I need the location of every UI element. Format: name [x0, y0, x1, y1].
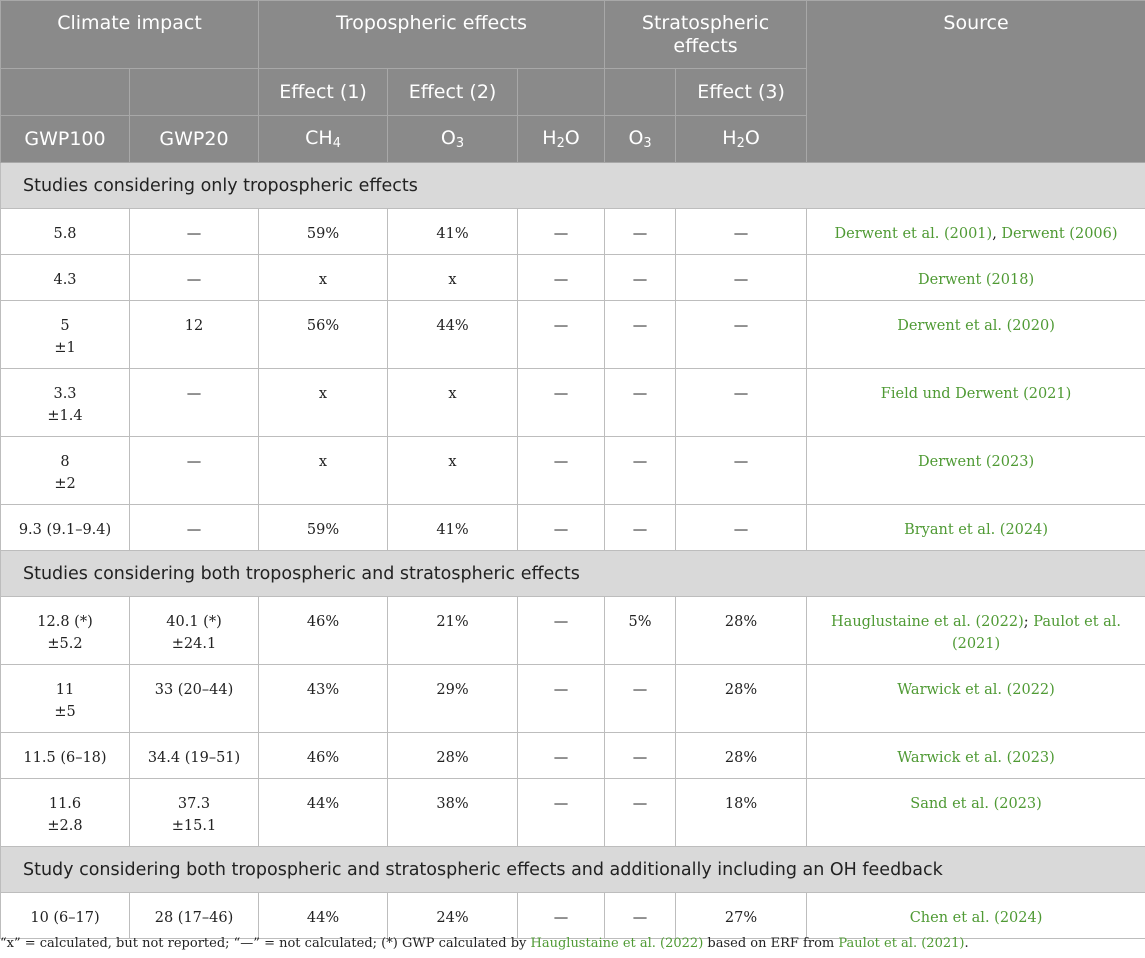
table-row	[1, 779, 1145, 847]
gwp100-cell	[1, 437, 130, 505]
stratospheric-o3-cell: —	[605, 369, 676, 437]
tropospheric-effects-header: Tropospheric effects	[259, 1, 605, 69]
stratospheric-effects-header: Stratospheric effects	[605, 1, 807, 69]
gwp20-cell-value: 12	[184, 318, 204, 334]
footnote-link-paulot[interactable]: Paulot et al. (2021)	[838, 936, 965, 951]
gwp100-cell	[1, 369, 130, 437]
gwp20-cell-uncertainty: ±15.1	[171, 818, 217, 834]
empty-header-cell	[518, 69, 605, 116]
source-cell	[807, 255, 1145, 301]
tropospheric-o3-header: $O_3$	[388, 116, 518, 163]
gwp100-cell-value: 4.3	[53, 272, 77, 288]
table-header	[1, 1, 1145, 163]
tropospheric-h2o-cell: —	[518, 597, 605, 665]
table-row	[1, 505, 1145, 551]
source-separator: ,	[992, 226, 1002, 242]
source-link[interactable]: Paulot et al. (2021)	[951, 614, 1122, 652]
gwp100-cell	[1, 665, 130, 733]
ch4-cell: 56%	[259, 301, 388, 369]
gwp100-cell-uncertainty: ±1.4	[47, 408, 83, 424]
stratospheric-o3-cell: —	[605, 733, 676, 779]
ch4-cell: x	[259, 255, 388, 301]
effect-1-header: Effect (1)	[259, 69, 388, 116]
gwp100-cell	[1, 255, 130, 301]
gwp20-cell	[130, 733, 259, 779]
table-row	[1, 893, 1145, 939]
table-row	[1, 733, 1145, 779]
stratospheric-h2o-cell: —	[676, 209, 807, 255]
gwp100-cell-value: 5.8	[53, 226, 77, 242]
stratospheric-h2o-cell: 28%	[676, 665, 807, 733]
stratospheric-o3-cell: —	[605, 505, 676, 551]
tropospheric-o3-cell: x	[388, 255, 518, 301]
climate-impact-header: Climate impact	[1, 1, 259, 69]
section-title: Studies considering only tropospheric effects	[1, 163, 1145, 209]
source-link[interactable]: Hauglustaine et al. (2022)	[831, 614, 1024, 630]
gwp100-cell-value: 11.6	[48, 796, 82, 812]
gwp100-cell-uncertainty: ±5	[54, 704, 76, 720]
gwp20-cell	[130, 665, 259, 733]
tropospheric-o3-cell: 38%	[388, 779, 518, 847]
stratospheric-o3-cell: 5%	[605, 597, 676, 665]
source-link[interactable]: Warwick et al. (2022)	[897, 682, 1055, 698]
stratospheric-h2o-cell: —	[676, 255, 807, 301]
tropospheric-o3-cell: x	[388, 437, 518, 505]
table-footnote: “x” = calculated, but not reported; “—” = not calculated; (*) GWP calculated by Hauglustaine et al. (2022) based on ERF from Paulot et al. (2021).	[0, 936, 969, 951]
gwp100-cell-value: 3.3	[53, 386, 77, 402]
tropospheric-h2o-cell: —	[518, 437, 605, 505]
gwp100-cell	[1, 893, 130, 939]
table-body	[1, 163, 1145, 939]
table-row	[1, 437, 1145, 505]
source-link[interactable]: Derwent et al. (2020)	[897, 318, 1055, 334]
source-separator: ;	[1023, 614, 1034, 630]
table-row	[1, 301, 1145, 369]
gwp20-cell	[130, 255, 259, 301]
table-row	[1, 255, 1145, 301]
gwp20-cell-value: 33 (20–44)	[154, 682, 234, 698]
tropospheric-o3-cell: 24%	[388, 893, 518, 939]
gwp20-cell-value: 34.4 (19–51)	[147, 750, 241, 766]
gwp20-cell-value: 40.1 (*)	[166, 614, 222, 630]
tropospheric-o3-cell: 29%	[388, 665, 518, 733]
stratospheric-h2o-cell: —	[676, 505, 807, 551]
source-header: Source	[807, 1, 1145, 163]
source-link[interactable]: Chen et al. (2024)	[909, 910, 1043, 926]
gwp20-cell-value: —	[186, 272, 202, 288]
stratospheric-o3-cell: —	[605, 437, 676, 505]
table-row	[1, 369, 1145, 437]
gwp20-cell-value: —	[186, 386, 202, 402]
source-link[interactable]: Derwent et al. (2001)	[834, 226, 993, 242]
gwp100-cell	[1, 209, 130, 255]
ch4-cell: 46%	[259, 733, 388, 779]
gwp100-cell	[1, 597, 130, 665]
ch4-cell: 44%	[259, 893, 388, 939]
tropospheric-h2o-cell: —	[518, 779, 605, 847]
source-link[interactable]: Field und Derwent (2021)	[880, 386, 1072, 402]
gwp100-cell-value: 5	[60, 318, 70, 334]
tropospheric-h2o-cell: —	[518, 505, 605, 551]
gwp20-cell	[130, 209, 259, 255]
section-row	[1, 551, 1145, 597]
stratospheric-o3-header: $O_3$	[605, 116, 676, 163]
source-link[interactable]: Warwick et al. (2023)	[897, 750, 1055, 766]
stratospheric-h2o-header: $H_2O$	[676, 116, 807, 163]
tropospheric-o3-cell: 21%	[388, 597, 518, 665]
source-cell	[807, 665, 1145, 733]
tropospheric-h2o-cell: —	[518, 893, 605, 939]
tropospheric-h2o-cell: —	[518, 369, 605, 437]
tropospheric-h2o-cell: —	[518, 733, 605, 779]
stratospheric-h2o-cell: —	[676, 437, 807, 505]
gwp20-cell-value: —	[186, 454, 202, 470]
tropospheric-o3-cell: 41%	[388, 505, 518, 551]
source-cell	[807, 733, 1145, 779]
source-link[interactable]: Derwent (2018)	[917, 272, 1035, 288]
stratospheric-h2o-cell: 18%	[676, 779, 807, 847]
tropospheric-o3-cell: 44%	[388, 301, 518, 369]
tropospheric-h2o-cell: —	[518, 301, 605, 369]
source-cell	[807, 597, 1145, 665]
source-cell	[807, 209, 1145, 255]
gwp100-cell-value: 10 (6–17)	[30, 910, 100, 926]
gwp100-cell	[1, 733, 130, 779]
gwp20-cell-uncertainty: ±24.1	[171, 636, 217, 652]
empty-header-cell	[130, 69, 259, 116]
stratospheric-o3-cell: —	[605, 209, 676, 255]
gwp100-header: GWP100	[1, 116, 130, 163]
ch4-cell: 43%	[259, 665, 388, 733]
stratospheric-h2o-cell: —	[676, 369, 807, 437]
stratospheric-o3-cell: —	[605, 893, 676, 939]
gwp20-cell	[130, 893, 259, 939]
ch4-cell: 44%	[259, 779, 388, 847]
section-title: Study considering both tropospheric and stratospheric effects and additionally including an OH feedback	[1, 847, 1145, 893]
stratospheric-o3-cell: —	[605, 665, 676, 733]
tropospheric-o3-cell: x	[388, 369, 518, 437]
source-cell	[807, 369, 1145, 437]
empty-header-cell	[605, 69, 676, 116]
gwp100-cell-uncertainty: ±2	[54, 476, 76, 492]
ch4-cell: x	[259, 369, 388, 437]
ch4-cell: 59%	[259, 209, 388, 255]
gwp20-cell	[130, 597, 259, 665]
stratospheric-h2o-cell: 28%	[676, 733, 807, 779]
gwp20-cell-value: —	[186, 522, 202, 538]
gwp100-cell	[1, 505, 130, 551]
section-title: Studies considering both tropospheric and stratospheric effects	[1, 551, 1145, 597]
gwp20-cell-value: 37.3	[177, 796, 211, 812]
footnote-link-hauglustaine[interactable]: Hauglustaine et al. (2022)	[530, 936, 704, 951]
gwp20-cell	[130, 505, 259, 551]
gwp100-cell-value: 12.8 (*)	[37, 614, 93, 630]
empty-header-cell	[1, 69, 130, 116]
gwp20-cell	[130, 301, 259, 369]
ch4-header: $CH_4$	[259, 116, 388, 163]
tropospheric-o3-cell: 41%	[388, 209, 518, 255]
gwp100-cell-value: 9.3 (9.1–9.4)	[18, 522, 112, 538]
table-row	[1, 597, 1145, 665]
gwp20-cell	[130, 779, 259, 847]
ch4-cell: 46%	[259, 597, 388, 665]
effect-3-header: Effect (3)	[676, 69, 807, 116]
gwp100-cell-value: 8	[60, 454, 70, 470]
effect-2-header: Effect (2)	[388, 69, 518, 116]
ch4-cell: x	[259, 437, 388, 505]
gwp100-cell-value: 11.5 (6–18)	[23, 750, 107, 766]
source-cell	[807, 779, 1145, 847]
tropospheric-h2o-cell: —	[518, 255, 605, 301]
section-row	[1, 163, 1145, 209]
stratospheric-h2o-cell: 27%	[676, 893, 807, 939]
gwp100-cell-value: 11	[55, 682, 75, 698]
gwp20-cell	[130, 437, 259, 505]
gwp100-cell-uncertainty: ±2.8	[47, 818, 83, 834]
table-row	[1, 209, 1145, 255]
gwp20-cell	[130, 369, 259, 437]
gwp20-cell-value: —	[186, 226, 202, 242]
gwp20-header: GWP20	[130, 116, 259, 163]
tropospheric-h2o-cell: —	[518, 209, 605, 255]
table-row	[1, 665, 1145, 733]
source-link[interactable]: Bryant et al. (2024)	[904, 522, 1049, 538]
source-cell	[807, 893, 1145, 939]
stratospheric-h2o-cell: 28%	[676, 597, 807, 665]
stratospheric-o3-cell: —	[605, 301, 676, 369]
gwp100-cell	[1, 301, 130, 369]
source-link[interactable]: Sand et al. (2023)	[910, 796, 1042, 812]
tropospheric-h2o-cell: —	[518, 665, 605, 733]
gwp100-cell-uncertainty: ±5.2	[47, 636, 83, 652]
tropospheric-h2o-header: $H_2O$	[518, 116, 605, 163]
stratospheric-o3-cell: —	[605, 255, 676, 301]
tropospheric-o3-cell: 28%	[388, 733, 518, 779]
stratospheric-o3-cell: —	[605, 779, 676, 847]
gwp100-cell-uncertainty: ±1	[54, 340, 76, 356]
gwp100-cell	[1, 779, 130, 847]
source-cell	[807, 505, 1145, 551]
gwp20-cell-value: 28 (17–46)	[154, 910, 234, 926]
source-link[interactable]: Derwent (2006)	[1001, 226, 1118, 242]
source-link[interactable]: Derwent (2023)	[917, 454, 1035, 470]
ch4-cell: 59%	[259, 505, 388, 551]
source-cell	[807, 301, 1145, 369]
section-row	[1, 847, 1145, 893]
stratospheric-h2o-cell: —	[676, 301, 807, 369]
source-cell	[807, 437, 1145, 505]
